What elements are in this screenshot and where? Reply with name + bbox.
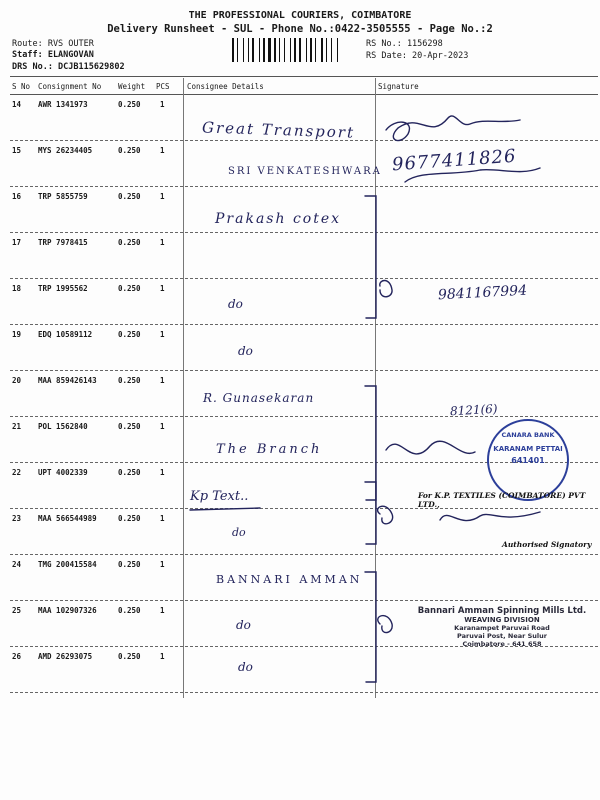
row-weight: 0.250 bbox=[118, 284, 141, 293]
row-weight: 0.250 bbox=[118, 422, 141, 431]
bracket-16-19 bbox=[365, 196, 376, 318]
row-consignment: TRP 5855759 bbox=[38, 192, 88, 201]
row-consignment: POL 1562840 bbox=[38, 422, 88, 431]
signature-row-18 bbox=[380, 281, 392, 297]
rs-date: RS Date: 20-Apr-2023 bbox=[366, 51, 469, 61]
row-weight: 0.250 bbox=[118, 100, 141, 109]
row-consignment: EDQ 10589112 bbox=[38, 330, 93, 339]
row-consignment: MAA 102907326 bbox=[38, 606, 97, 615]
row-consignment: TMG 200415584 bbox=[38, 560, 97, 569]
row-sno: 23 bbox=[12, 514, 22, 523]
hw-ditto-19: do bbox=[238, 344, 253, 358]
row-sno: 24 bbox=[12, 560, 22, 569]
col-header-signature: Signature bbox=[378, 82, 419, 91]
row-pcs: 1 bbox=[160, 284, 165, 293]
row-pcs: 1 bbox=[160, 330, 165, 339]
row-pcs: 1 bbox=[160, 238, 165, 247]
canara-stamp-branch: KARANAM PETTAI bbox=[493, 445, 563, 453]
row-weight: 0.250 bbox=[118, 606, 141, 615]
row-weight: 0.250 bbox=[118, 468, 141, 477]
row-weight: 0.250 bbox=[118, 514, 141, 523]
route-label: Route: RVS OUTER bbox=[12, 39, 94, 49]
row-pcs: 1 bbox=[160, 514, 165, 523]
underline-kp-text bbox=[190, 508, 260, 510]
row-weight: 0.250 bbox=[118, 192, 141, 201]
bracket-20-23 bbox=[365, 386, 376, 500]
hw-sri-venkatesh: SRI VENKATESHWARA bbox=[228, 166, 382, 177]
row-sno: 14 bbox=[12, 100, 22, 109]
drs-label: DRS No.: DCJB115629802 bbox=[12, 62, 125, 72]
company-title: THE PROFESSIONAL COURIERS, COIMBATORE bbox=[188, 10, 412, 21]
signature-row-21 bbox=[386, 441, 475, 454]
canara-stamp-pin: 641401 bbox=[511, 456, 545, 465]
hw-ditto-25: do bbox=[236, 618, 251, 632]
bannari-stamp-name: Bannari Amman Spinning Mills Ltd. bbox=[417, 606, 587, 616]
row-consignment: AWR 1341973 bbox=[38, 100, 88, 109]
row-consignment: UPT 4002339 bbox=[38, 468, 88, 477]
hw-phone-2: 9841167994 bbox=[437, 282, 528, 304]
row-sno: 20 bbox=[12, 376, 22, 385]
runsheet-subtitle: Delivery Runsheet - SUL - Phone No.:0422-3505555 - Page No.:2 bbox=[107, 23, 493, 35]
row-consignment: TRP 1995562 bbox=[38, 284, 88, 293]
row-sno: 21 bbox=[12, 422, 22, 431]
row-consignment: MAA 859426143 bbox=[38, 376, 97, 385]
row-sno: 26 bbox=[12, 652, 22, 661]
bannari-stamp-addr2: Paruvai Post, Near Sulur bbox=[457, 632, 547, 640]
hw-the-branch: The Branch bbox=[216, 442, 323, 457]
row-sno: 17 bbox=[12, 238, 22, 247]
bracket-24-26 bbox=[365, 572, 376, 682]
row-weight: 0.250 bbox=[118, 146, 141, 155]
row-weight: 0.250 bbox=[118, 560, 141, 569]
row-pcs: 1 bbox=[160, 468, 165, 477]
col-header-consignee: Consignee Details bbox=[187, 82, 264, 91]
row-pcs: 1 bbox=[160, 422, 165, 431]
row-sno: 25 bbox=[12, 606, 22, 615]
row-pcs: 1 bbox=[160, 192, 165, 201]
rs-number: RS No.: 1156298 bbox=[366, 39, 443, 49]
hw-prakash-cotex: Prakash cotex bbox=[215, 211, 342, 227]
signature-row-14 bbox=[386, 116, 520, 141]
row-sno: 18 bbox=[12, 284, 22, 293]
row-weight: 0.250 bbox=[118, 330, 141, 339]
row-sno: 15 bbox=[12, 146, 22, 155]
row-consignment: TRP 7978415 bbox=[38, 238, 88, 247]
hw-ditto-23: do bbox=[232, 526, 246, 539]
row-consignment: MYS 26234405 bbox=[38, 146, 93, 155]
hw-ditto-18: do bbox=[228, 297, 243, 311]
col-header-pcs: PCS bbox=[156, 82, 170, 91]
row-sno: 22 bbox=[12, 468, 22, 477]
row-pcs: 1 bbox=[160, 376, 165, 385]
bracket-22-23 bbox=[365, 482, 376, 544]
kp-authorised-signatory: Authorised Signatory bbox=[502, 540, 592, 549]
hw-ditto-26: do bbox=[238, 660, 253, 674]
row-pcs: 1 bbox=[160, 560, 165, 569]
row-pcs: 1 bbox=[160, 652, 165, 661]
col-header-weight: Weight bbox=[118, 82, 146, 91]
row-consignment: AMD 26293075 bbox=[38, 652, 93, 661]
hw-number-3: 8121(6) bbox=[449, 401, 498, 419]
hw-gunasekaran: R. Gunasekaran bbox=[203, 391, 315, 405]
row-pcs: 1 bbox=[160, 146, 165, 155]
signature-row-23 bbox=[378, 506, 540, 524]
bannari-stamp-addr1: Karanampet Paruvai Road bbox=[454, 624, 550, 632]
canara-stamp-title: CANARA BANK bbox=[501, 431, 555, 439]
signature-row-25 bbox=[378, 616, 392, 633]
row-weight: 0.250 bbox=[118, 238, 141, 247]
col-header-consignment: Consignment No bbox=[38, 82, 102, 91]
row-pcs: 1 bbox=[160, 606, 165, 615]
row-pcs: 1 bbox=[160, 100, 165, 109]
row-weight: 0.250 bbox=[118, 652, 141, 661]
hw-phone-1: 9677411826 bbox=[391, 145, 518, 176]
row-sno: 19 bbox=[12, 330, 22, 339]
bannari-stamp-addr3: Coimbatore - 641 658 bbox=[462, 640, 542, 648]
hw-great-transport: Great Transport bbox=[201, 118, 356, 142]
hw-kp-text: Kp Text.. bbox=[190, 489, 249, 504]
row-consignment: MAA 566544989 bbox=[38, 514, 97, 523]
kp-textiles-stamp: For K.P. TEXTILES (COIMBATORE) PVT LTD., bbox=[418, 491, 586, 509]
bannari-stamp-division: WEAVING DIVISION bbox=[464, 616, 540, 624]
col-header-sno: S No bbox=[12, 82, 31, 91]
row-weight: 0.250 bbox=[118, 376, 141, 385]
hw-bannari-amman: BANNARI AMMAN bbox=[216, 573, 363, 586]
staff-label: Staff: ELANGOVAN bbox=[12, 50, 94, 60]
row-sno: 16 bbox=[12, 192, 22, 201]
signature-row-15 bbox=[405, 168, 540, 182]
